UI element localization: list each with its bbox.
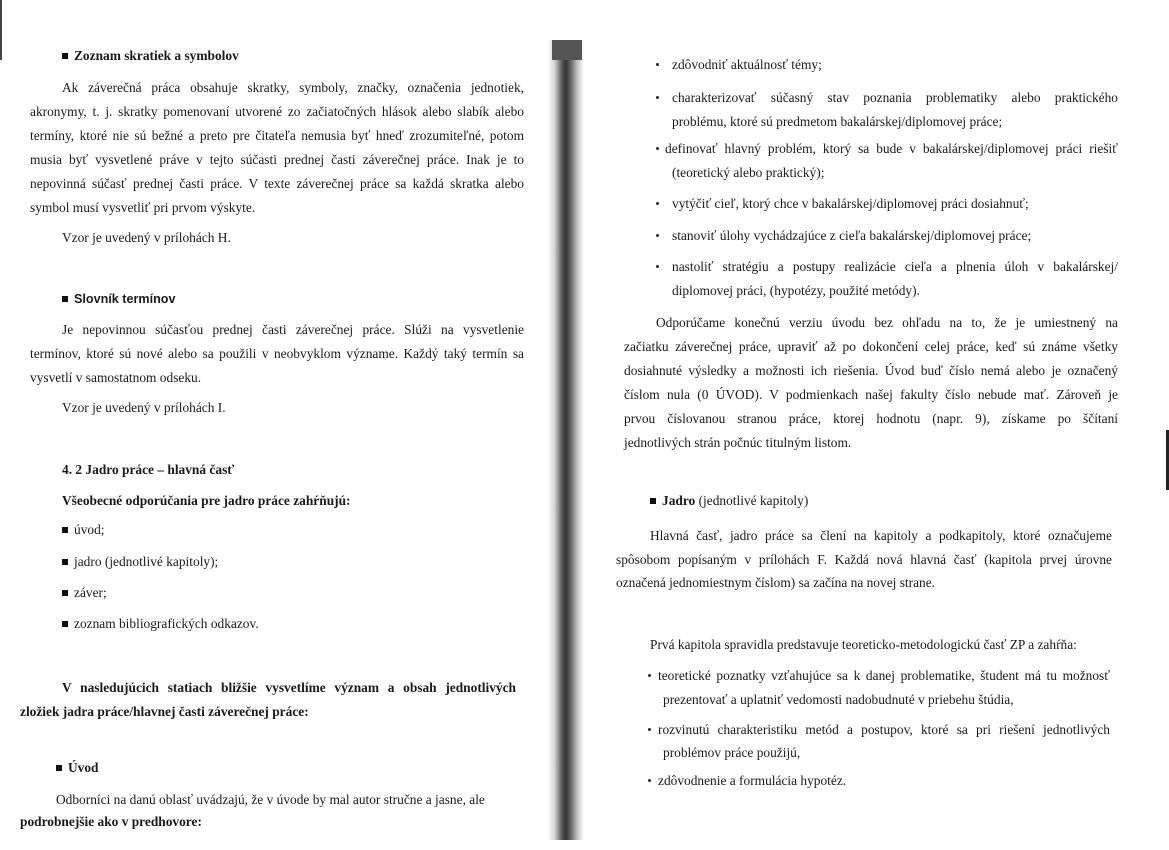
list-item [648, 722, 651, 738]
bullet-dot-icon [648, 779, 651, 782]
bullet-dot-icon [648, 674, 651, 677]
heading-zoznam: Zoznam skratiek a symbolov [62, 48, 239, 64]
bullet-dot-icon [656, 96, 659, 99]
uvod-line-2: podrobnejšie ako v predhovore: [20, 814, 202, 829]
odporucame-line-4: číslom nula (0 ÚVOD). V podmienkach našej fakulty číslo nebude mať. Zároveň je [624, 387, 1118, 402]
left-page [0, 0, 550, 850]
square-bullet-icon [62, 527, 68, 533]
hlavna-line-2: spôsobom popísaným v prílohách F. Každá nová hlavná časť (kapitola prvej úrovne [616, 552, 1112, 567]
uvod-line-1: Odborníci na danú oblasť uvádzajú, že v úvode by mal autor stručne a jasne, ale [56, 792, 485, 807]
zoznam-line-5: nepovinná súčasť prednej časti práce. V texte záverečnej práce sa každá skratka alebo [30, 176, 524, 191]
list-item [648, 773, 651, 789]
bullet-text: prezentovať a uplatniť vedomosti nadobudnuté v priebehu štúdia, [663, 692, 1014, 707]
bullet-text: teoretické poznatky vzťahujúce sa k danej problematike, študent má tu možnosť [658, 668, 1110, 683]
hlavna-line-1: Hlavná časť, jadro práce sa člení na kapitoly a podkapitoly, ktoré označujeme [650, 528, 1112, 543]
bullet-text: zdôvodnenie a formulácia hypotéz. [658, 773, 847, 788]
hlavna-line-3: označená jednomiestnym číslom) sa začína na novej strane. [616, 575, 936, 590]
heading-slovnik: Slovník termínov [62, 292, 175, 306]
bullet-text: definovať hlavný problém, ktorý sa bude v bakalárskej/diplomovej práci riešiť [665, 141, 1118, 156]
odporucame-line-5: prvou číslovanou stranou práce, ktorej hodnotu (napr. 9), získame po ščítaní [624, 411, 1118, 426]
prva-kapitola: Prvá kapitola spravidla predstavuje teoreticko-metodologickú časť ZP a zahŕňa: [650, 637, 1077, 652]
square-bullet-icon [62, 559, 68, 565]
bullet-text: stanoviť úlohy vychádzajúce z cieľa bakalárskej/diplomovej práce; [672, 228, 1032, 243]
bullet-dot-icon [656, 265, 659, 268]
nasledujucich-line-2: zložiek jadra práce/hlavnej časti záverečnej práce: [20, 704, 309, 719]
zoznam-vzor: Vzor je uvedený v prílohách H. [62, 230, 231, 245]
book-spine-top [552, 40, 582, 60]
bullet-dot-icon [648, 728, 651, 731]
odporucame-line-2: začiatku záverečnej práce, upraviť až po dokončení celej práce, keď sú známe všetky [624, 339, 1118, 354]
bullet-text: rozvinutú charakteristiku metód a postupov, ktoré sa pri riešení jednotlivých [658, 722, 1110, 737]
bullet-text: (teoretický alebo praktický); [672, 165, 825, 180]
list-item [656, 196, 659, 212]
square-bullet-icon [62, 590, 68, 596]
list-item [656, 57, 659, 73]
square-bullet-icon [62, 53, 68, 59]
list-item: zoznam bibliografických odkazov. [62, 616, 259, 632]
nasledujucich-line-1: V nasledujúcich statiach bližšie vysvetlíme význam a obsah jednotlivých [62, 680, 516, 695]
square-bullet-icon [62, 621, 68, 627]
slovnik-line-3: vysvetlí v samostatnom odseku. [30, 370, 202, 385]
zoznam-line-6: symbol musí vysvetliť pri prvom výskyte. [30, 200, 256, 215]
list-item [656, 228, 659, 244]
bullet-text: vytýčiť cieľ, ktorý chce v bakalárskej/diplomovej práci dosiahnuť; [672, 196, 1029, 211]
list-item: úvod; [62, 522, 105, 538]
bullet-dot-icon [656, 63, 659, 66]
heading-vseobecne: Všeobecné odporúčania pre jadro práce zahŕňujú: [62, 493, 351, 508]
zoznam-line-1: Ak záverečná práca obsahuje skratky, symboly, značky, označenia jednotiek, [62, 80, 524, 95]
right-page [610, 0, 1169, 850]
list-item: jadro (jednotlivé kapitoly); [62, 554, 218, 570]
odporucame-line-3: dosiahnuté výsledky a možnosti ich riešenia. Úvod buď číslo nemá alebo je označený [624, 363, 1118, 378]
book-spine-shadow [548, 40, 584, 840]
bullet-text: problému, ktoré sú predmetom bakalárskej/diplomovej práce; [672, 114, 1003, 129]
list-item: záver; [62, 585, 107, 601]
slovnik-line-1: Je nepovinnou súčasťou prednej časti záverečnej práce. Slúži na vysvetlenie [62, 322, 524, 337]
odporucame-line-1: Odporúčame konečnú verziu úvodu bez ohľadu na to, že je umiestnený na [656, 315, 1118, 330]
bullet-text: diplomovej práci, (hypotézy, použité metódy). [672, 283, 920, 298]
list-item [656, 141, 659, 157]
bullet-text: zdôvodniť aktuálnosť témy; [672, 57, 822, 72]
bullet-dot-icon [656, 147, 659, 150]
heading-uvod: Úvod [56, 760, 99, 776]
square-bullet-icon [56, 765, 62, 771]
zoznam-line-3: termíny, ktoré nie sú bežné a preto pre čitateľa nemusia byť hneď zrozumiteľné, potom [30, 128, 524, 143]
list-item [648, 668, 651, 684]
bullet-dot-icon [656, 234, 659, 237]
bullet-text: problémov práce použijú, [663, 745, 801, 760]
list-item [656, 259, 659, 275]
heading-jadro: Jadro (jednotlivé kapitoly) [650, 493, 808, 509]
heading-jadro-prace: 4. 2 Jadro práce – hlavná časť [62, 462, 235, 477]
square-bullet-icon [650, 498, 656, 504]
zoznam-line-2: akronymy, t. j. skratky pomenovaní utvorené zo začiatočných hlások alebo slabík alebo [30, 104, 524, 119]
odporucame-line-6: jednotlivých strán počnúc titulným listom. [624, 435, 852, 450]
list-item [656, 90, 659, 106]
zoznam-line-4: musia byť vysvetlené práve v tejto súčasti prednej časti záverečnej práce. Inak je to [30, 152, 524, 167]
slovnik-vzor: Vzor je uvedený v prílohách I. [62, 400, 226, 415]
bullet-dot-icon [656, 202, 659, 205]
slovnik-line-2: termínov, ktoré sú nové alebo sa použili v neobvyklom význame. Každý taký termín sa [30, 346, 524, 361]
bullet-text: charakterizovať súčasný stav poznania problematiky alebo praktického [672, 90, 1118, 105]
bullet-text: nastoliť stratégiu a postupy realizácie cieľa a plnenia úloh v bakalárskej/ [672, 259, 1118, 274]
square-bullet-icon [62, 296, 68, 302]
